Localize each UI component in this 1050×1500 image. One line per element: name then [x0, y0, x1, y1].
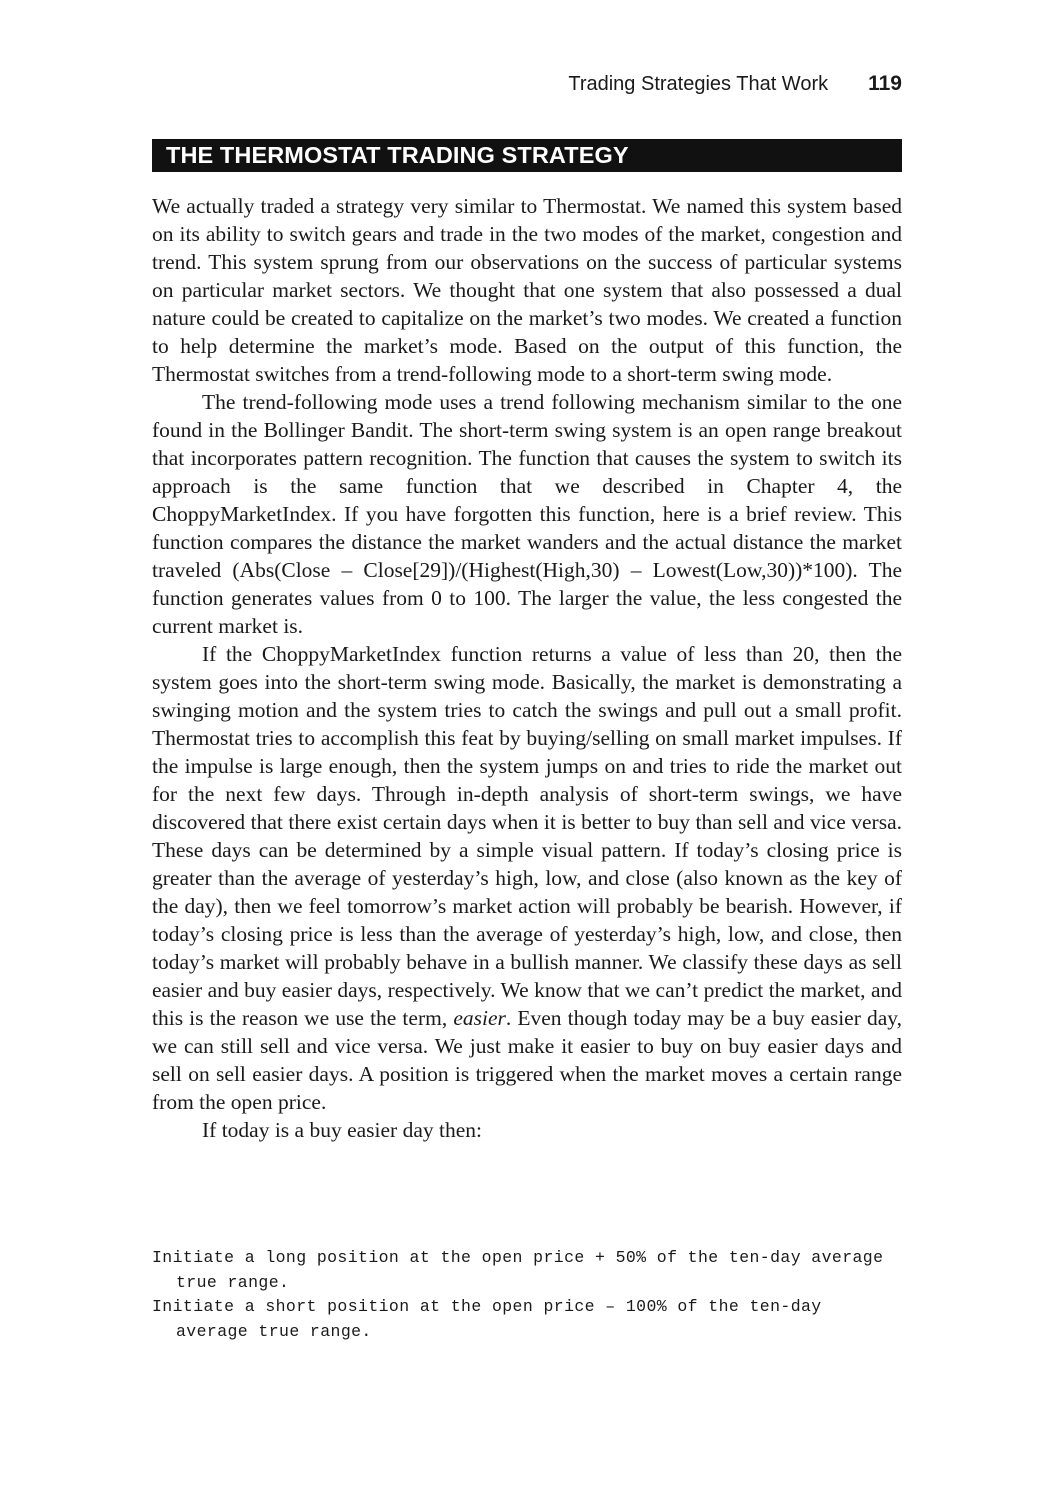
lead-in-paragraph: If today is a buy easier day then: [202, 1118, 483, 1142]
emphasis-easier: easier [453, 1006, 506, 1030]
body-text [152, 192, 902, 1144]
running-head [568, 70, 902, 98]
paragraph-2: The trend-following mode uses a trend following mechanism similar to the one found in the Bollinger Bandit. The short-term swing system is an open range breakout that incorporates pattern recognition. The function that causes the system to switch its approach is the same function that we described in Chapter 4, the ChoppyMarketIndex. If you have forgotten this function, here is a brief review. This function compares the distance the market wanders and the actual distance the market traveled (Abs(Close – Close[29])/(Highest(High,30) – Lowest(Low,30))*100). The function generates values from 0 to 100. The larger the value, the less congested the current market is. [152, 390, 902, 638]
paragraph-1: We actually traded a strategy very similar to Thermostat. We named this system based on its ability to switch gears and trade in the two modes of the market, congestion and trend. This system sprung from our observations on the success of particular systems on particular market sectors. We thought that one system that also possessed a dual nature could be created to capitalize on the market’s two modes. We created a function to help determine the market’s mode. Based on the output of this function, the Thermostat switches from a trend-following mode to a short-term swing mode. [152, 194, 902, 386]
paragraph-3 [152, 640, 902, 1116]
paragraph-3-part-2: . Even though today may be a buy easier day, we can still sell and vice versa. We just make it easier to buy on buy easier days and sell on sell easier days. A position is triggered when the market moves a certain range from the open price. [152, 1006, 902, 1114]
code-line-short-entry: Initiate a short position at the open price – 100% of the ten-day average true range. [152, 1297, 822, 1341]
page-number: 119 [868, 72, 902, 95]
paragraph-3-part-1: If the ChoppyMarketIndex function returns a value of less than 20, then the system goes into the short-term swing mode. Basically, the market is demonstrating a swinging motion and the system tries to catch the swings and pull out a small profit. Thermostat tries to accomplish this feat by buying/selling on small market impulses. If the impulse is large enough, then the system jumps on and tries to ride the market out for the next few days. Through in-depth analysis of short-term swings, we have discovered that there exist certain days when it is better to buy than sell and vice versa. These days can be determined by a simple visual pattern. If today’s closing price is greater than the average of yesterday’s high, low, and close (also known as the key of the day), then we feel tomorrow’s market action will probably be bearish. However, if today’s closing price is less than the average of yesterday’s high, low, and close, then today’s market will probably behave in a bullish manner. We classify these days as sell easier and buy easier days, respectively. We know that we can’t predict the market, and this is the reason we use the term, [152, 642, 902, 1030]
code-line-long-entry: Initiate a long position at the open price + 50% of the ten-day average true range. [152, 1248, 884, 1292]
section-heading: THE THERMOSTAT TRADING STRATEGY [152, 139, 902, 172]
code-block [152, 1246, 902, 1344]
running-head-title: Trading Strategies That Work [568, 73, 829, 95]
